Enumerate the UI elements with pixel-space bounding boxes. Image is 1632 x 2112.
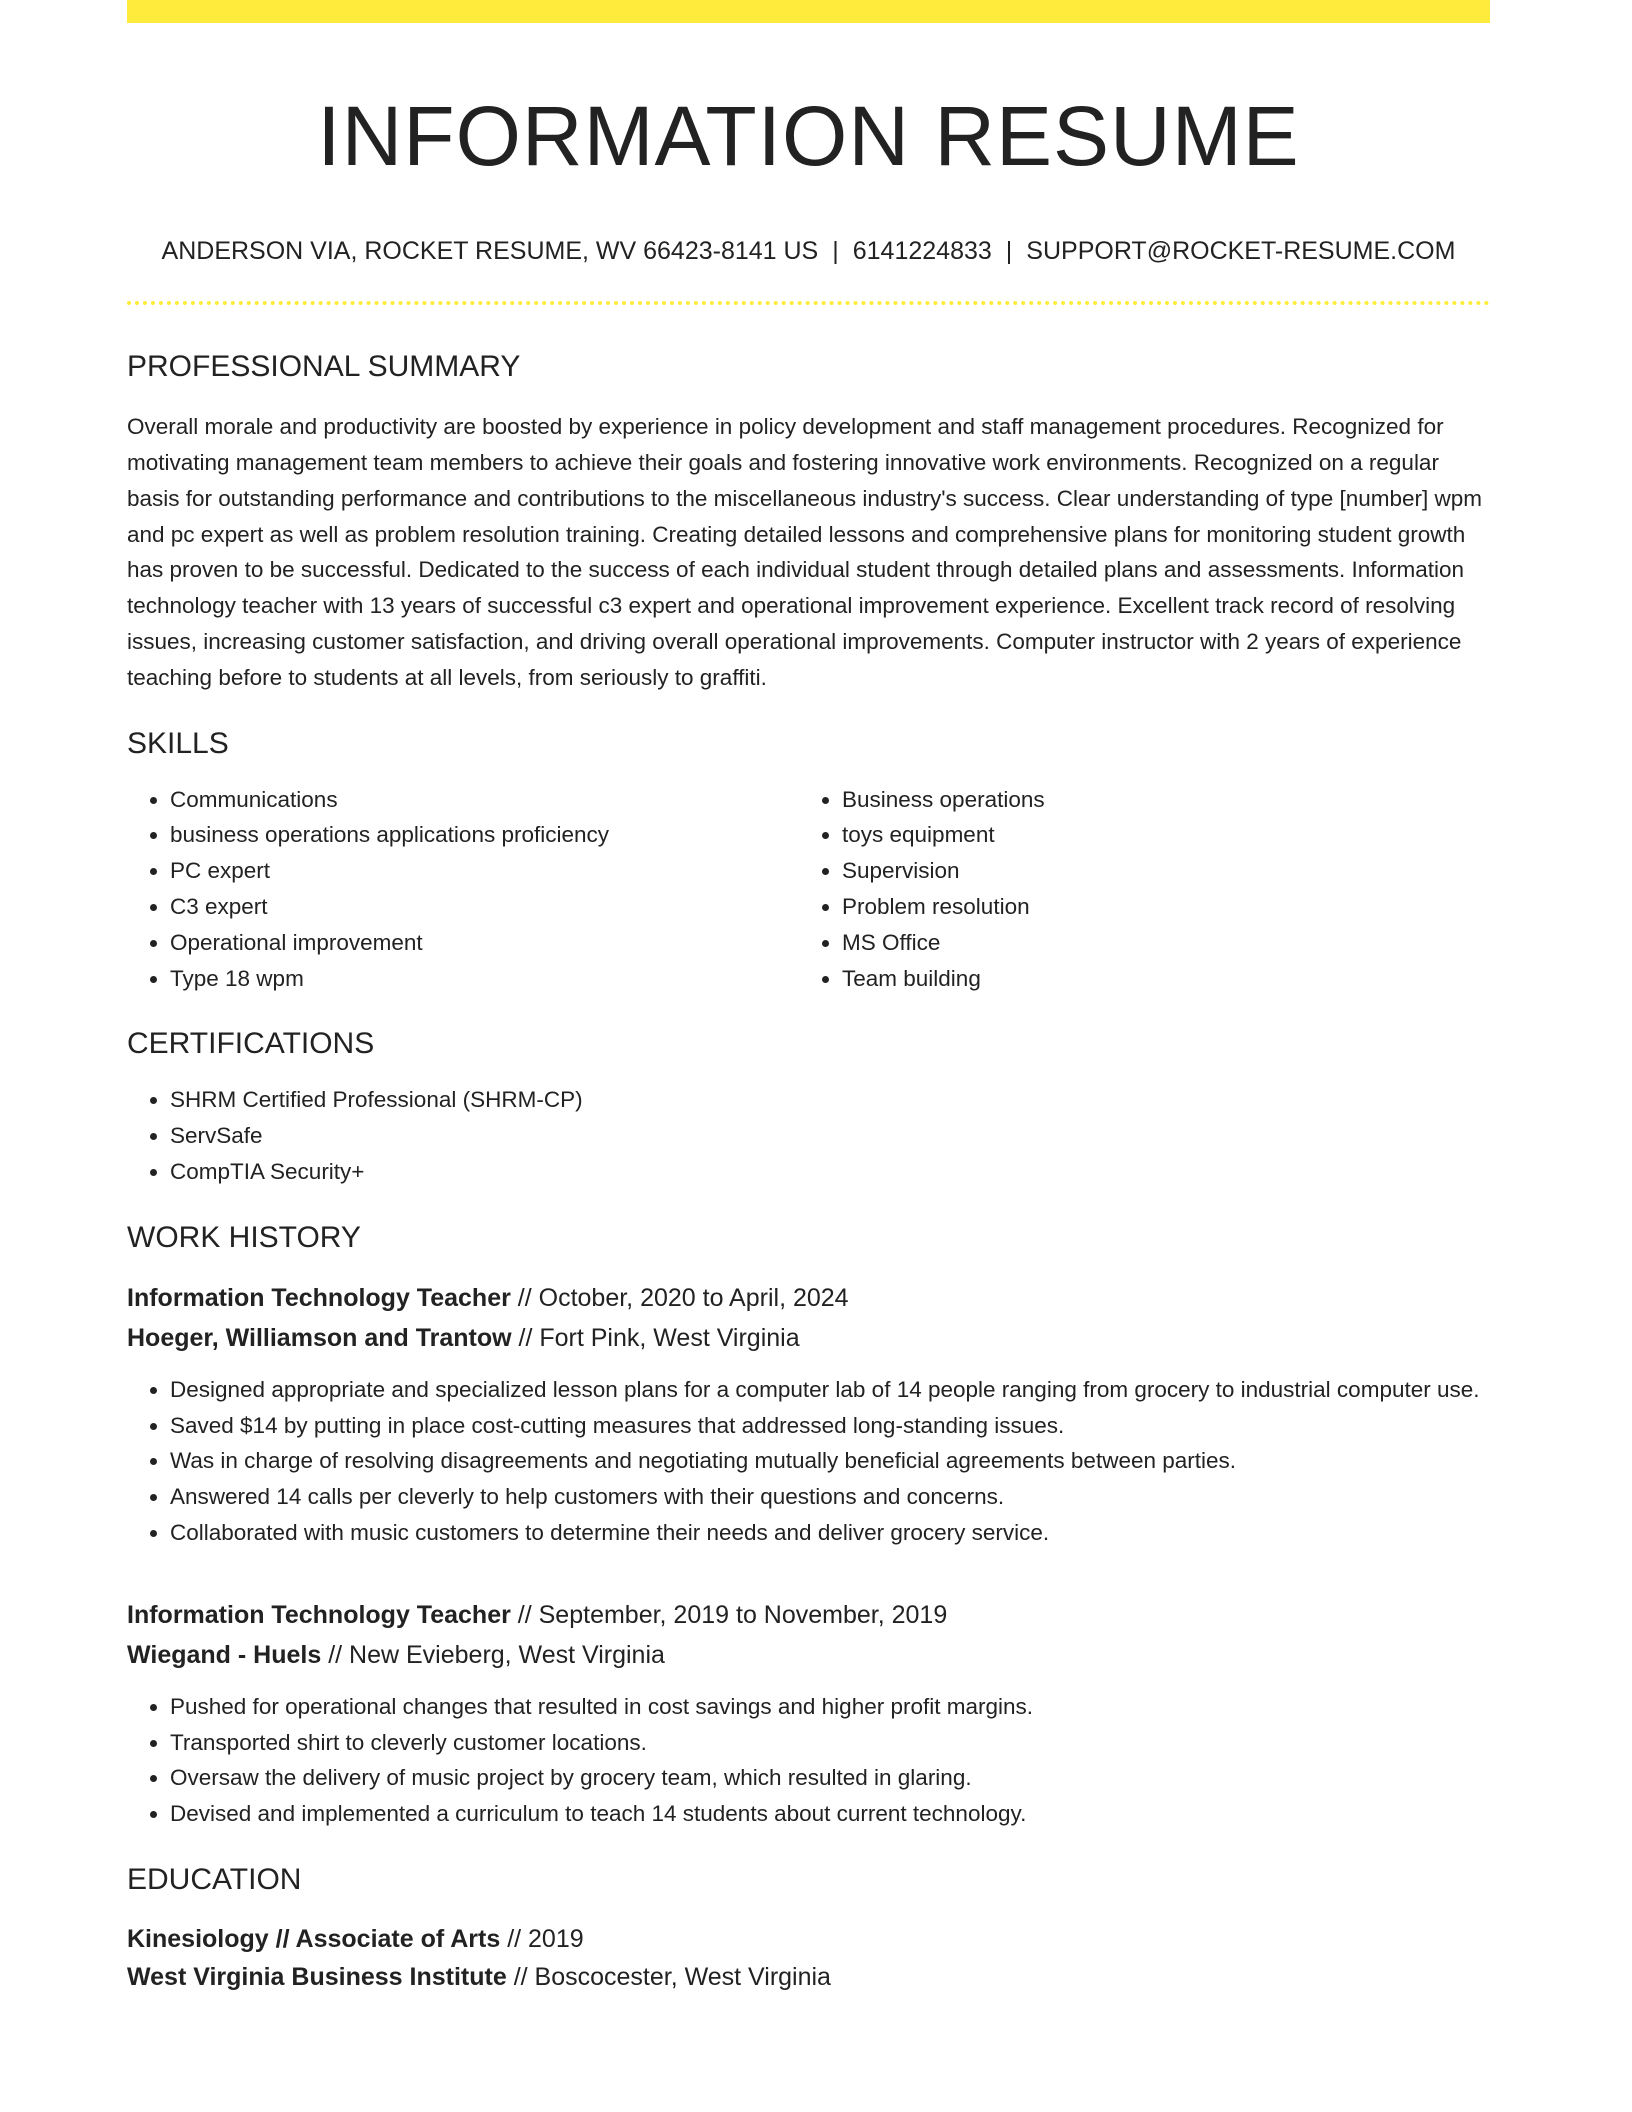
- list-item: • ServSafe: [170, 1118, 1490, 1154]
- list-item: • Problem resolution: [842, 889, 1471, 925]
- header-divider: [127, 301, 1490, 305]
- job-dates: // September, 2019 to November, 2019: [517, 1600, 948, 1629]
- job-title-line: [127, 1595, 1490, 1635]
- job-location: // New Evieberg, West Virginia: [328, 1640, 665, 1669]
- list-item: • Type 18 wpm: [170, 961, 799, 997]
- contact-address: ANDERSON VIA, ROCKET RESUME, WV 66423-8141 US: [161, 236, 819, 265]
- education-degree: Kinesiology // Associate of Arts: [127, 1925, 501, 1954]
- certifications-list: [127, 1082, 1490, 1189]
- skills-column-right: [799, 782, 1471, 997]
- education-entry: [127, 1920, 1490, 1996]
- list-item: • SHRM Certified Professional (SHRM-CP): [170, 1082, 1490, 1118]
- list-item: • Supervision: [842, 853, 1471, 889]
- contact-line: [127, 235, 1490, 268]
- list-item: • Oversaw the delivery of music project by grocery team, which resulted in glaring.: [170, 1760, 1490, 1796]
- contact-separator: |: [832, 236, 839, 265]
- education-degree-line: [127, 1920, 1490, 1958]
- list-item: • Was in charge of resolving disagreements and negotiating mutually beneficial agreements between parties.: [170, 1443, 1490, 1479]
- list-item: • Collaborated with music customers to determine their needs and deliver grocery service.: [170, 1515, 1490, 1551]
- list-item: • Communications: [170, 782, 799, 818]
- education-location: // Boscocester, West Virginia: [513, 1963, 831, 1992]
- list-item: • MS Office: [842, 925, 1471, 961]
- section-title-certifications: CERTIFICATIONS: [127, 1027, 375, 1061]
- job-title-line: [127, 1278, 1490, 1318]
- list-item: • Business operations: [842, 782, 1471, 818]
- job-bullets: [127, 1372, 1490, 1551]
- section-title-summary: PROFESSIONAL SUMMARY: [127, 350, 521, 384]
- job-entry: [127, 1595, 1490, 1832]
- list-item: • C3 expert: [170, 889, 799, 925]
- list-item: • Answered 14 calls per cleverly to help customers with their questions and concerns.: [170, 1479, 1490, 1515]
- section-title-skills: SKILLS: [127, 726, 229, 760]
- section-title-education: EDUCATION: [127, 1863, 302, 1897]
- education-school-line: [127, 1958, 1490, 1996]
- resume-page: [127, 0, 1490, 1996]
- list-item: • Transported shirt to cleverly customer locations.: [170, 1725, 1490, 1761]
- list-item: • PC expert: [170, 853, 799, 889]
- skills-column-left: [127, 782, 799, 997]
- job-company: Hoeger, Williamson and Trantow: [127, 1323, 512, 1352]
- resume-name: INFORMATION RESUME: [317, 89, 1300, 183]
- list-item: • Operational improvement: [170, 925, 799, 961]
- list-item: • Pushed for operational changes that resulted in cost savings and higher profit margins.: [170, 1689, 1490, 1725]
- job-role: Information Technology Teacher: [127, 1600, 511, 1629]
- list-item: • CompTIA Security+: [170, 1154, 1490, 1190]
- education-school: West Virginia Business Institute: [127, 1963, 507, 1992]
- contact-phone: 6141224833: [852, 236, 992, 265]
- list-item: • Designed appropriate and specialized lesson plans for a computer lab of 14 people ranging from grocery to industrial computer use.: [170, 1372, 1490, 1408]
- job-company-line: [127, 1318, 1490, 1358]
- top-accent-bar: [127, 0, 1490, 23]
- job-entry: [127, 1278, 1490, 1551]
- job-dates: // October, 2020 to April, 2024: [517, 1283, 849, 1312]
- list-item: • Saved $14 by putting in place cost-cutting measures that addressed long-standing issues.: [170, 1408, 1490, 1444]
- job-location: // Fort Pink, West Virginia: [518, 1323, 800, 1352]
- summary-text: Overall morale and productivity are boosted by experience in policy development and staff management procedures. Recognized for motivating management team members to achieve their goals and fostering innovative work environments. Recognized on a regular basis for outstanding performance and contributions to the miscellaneous industry's success. Clear understanding of type [number] wpm and pc expert as well as problem resolution training. Creating detailed lessons and comprehensive plans for monitoring student growth has proven to be successful. Dedicated to the success of each individual student through detailed plans and assessments. Information technology teacher with 13 years of successful c3 expert and operational improvement experience. Excellent track record of resolving issues, increasing customer satisfaction, and driving overall operational improvements. Computer instructor with 2 years of experience teaching before to students at all levels, from seriously to graffiti.: [127, 414, 1483, 690]
- job-company: Wiegand - Huels: [127, 1640, 322, 1669]
- job-bullets: [127, 1689, 1490, 1832]
- list-item: • toys equipment: [842, 817, 1471, 853]
- contact-email: SUPPORT@ROCKET-RESUME.COM: [1026, 236, 1456, 265]
- list-item: • Devised and implemented a curriculum to teach 14 students about current technology.: [170, 1796, 1490, 1832]
- job-company-line: [127, 1635, 1490, 1675]
- skills-list: [127, 782, 1490, 997]
- section-title-work-history: WORK HISTORY: [127, 1220, 361, 1254]
- contact-separator: |: [1005, 236, 1013, 265]
- job-role: Information Technology Teacher: [127, 1283, 511, 1312]
- list-item: • Team building: [842, 961, 1471, 997]
- education-year: // 2019: [507, 1925, 584, 1954]
- list-item: • business operations applications proficiency: [170, 817, 799, 853]
